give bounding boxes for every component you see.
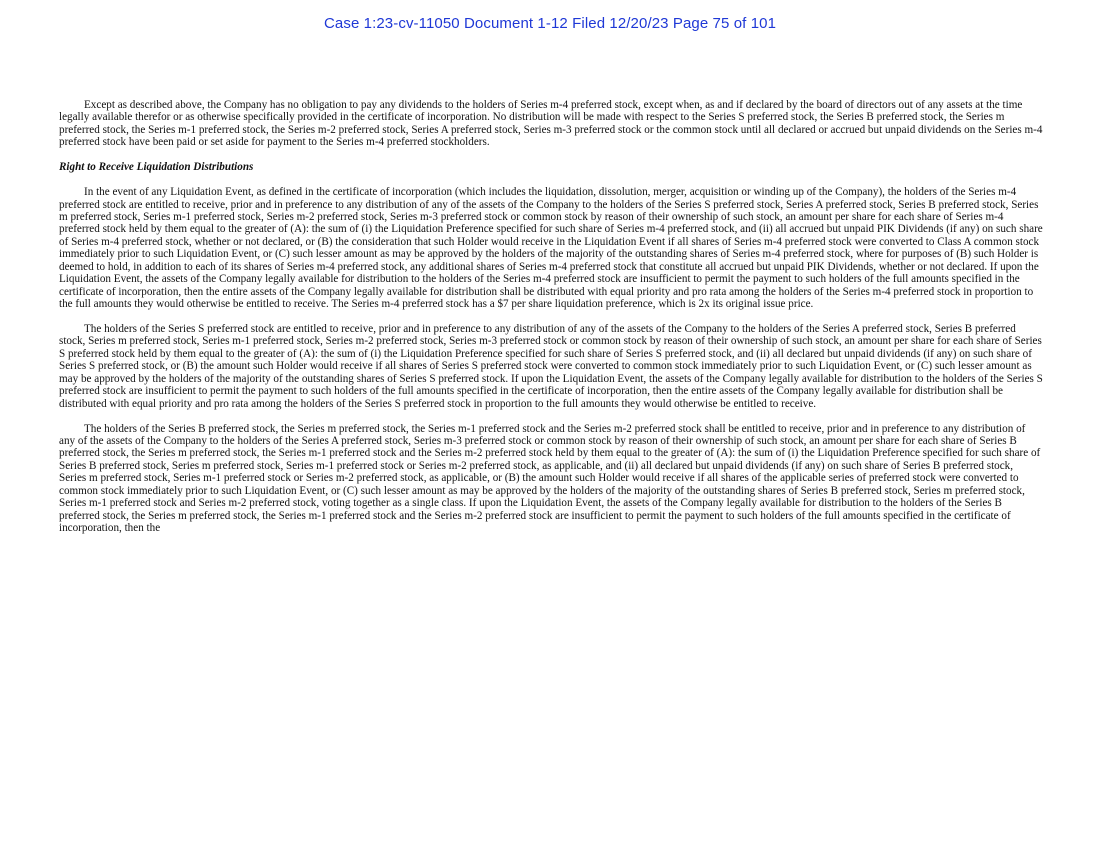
paragraph-series-s-liquidation: The holders of the Series S preferred stock are entitled to receive, prior and in preference to any distribution of any of the assets of the Company to the holders of the Series A preferred stock, Series B preferred stock, Series m preferred stock, Series m-1 preferred stock, Series m-2 preferred stock, Series m-3 preferred stock or common stock by reason of their ownership of such stock, an amount per share for each share of Series S preferred stock held by them equal to the greater of (A): the sum of (i) the Liquidation Preference specified for such share of Series S preferred stock, and (ii) all declared but unpaid dividends (if any) on such share of Series S preferred stock, or (B) the amount such Holder would receive if all shares of Series S preferred stock were converted to common stock immediately prior to such Liquidation Event, or (C) such lesser amount as may be approved by the holders of the majority of the outstanding shares of Series S preferred stock. If upon the Liquidation Event, the assets of the Company legally available for distribution to the holders of the Series S preferred stock are insufficient to permit the payment to such holders of the full amounts specified in the certificate of incorporation, then the entire assets of the Company legally available for distribution shall be distributed with equal priority and pro rata among the holders of the Series S preferred stock in proportion to the full amounts they would otherwise be entitled to receive. (59, 322, 1043, 410)
paragraph-series-b-m-liquidation: The holders of the Series B preferred stock, the Series m preferred stock, the Series m-1 preferred stock and the Series m-2 preferred stock shall be entitled to receive, prior and in preference to any distribution of any of the assets of the Company to the holders of the Series A preferred stock, Series m-3 preferred stock or common stock by reason of their ownership of such stock, an amount per share for each share of Series B preferred stock, the Series m preferred stock, the Series m-1 preferred stock and the Series m-2 preferred stock held by them equal to the greater of (A): the sum of (i) the Liquidation Preference specified for such share of Series B preferred stock, Series m preferred stock, Series m-1 preferred stock or Series m-2 preferred stock, as applicable, and (ii) all declared but unpaid dividends (if any) on such share of Series B preferred stock, Series m preferred stock, Series m-1 preferred stock or Series m-2 preferred stock, as applicable, or (B) the amount such Holder would receive if all shares of the applicable series of preferred stock were converted to common stock immediately prior to such Liquidation Event, or (C) such lesser amount as may be approved by the holders of the majority of the outstanding shares of Series B preferred stock, Series m preferred stock, Series m-1 preferred stock and Series m-2 preferred stock, voting together as a single class. If upon the Liquidation Event, the assets of the Company legally available for distribution to the holders of the Series B preferred stock, the Series m preferred stock, the Series m-1 preferred stock and the Series m-2 preferred stock are insufficient to permit the payment to such holders of the full amounts specified in the certificate of incorporation, then the (59, 422, 1041, 535)
paragraph-dividends: Except as described above, the Company has no obligation to pay any dividends to the holders of Series m-4 preferred stock, except when, as and if declared by the board of directors out of any assets at the time legally available therefor or as otherwise specifically provided in the certificate of incorporation. No distribution will be made with respect to the Series S preferred stock, the Series B preferred stock, the Series m preferred stock, the Series m-1 preferred stock, the Series m-2 preferred stock, Series A preferred stock, Series m-3 preferred stock or the common stock until all declared or accrued but unpaid dividends on the Series m-4 preferred stock have been paid or set aside for payment to the Series m-4 preferred stockholders. (59, 99, 1043, 149)
document-body (59, 99, 1043, 547)
paragraph-series-m4-liquidation: In the event of any Liquidation Event, as defined in the certificate of incorporation (which includes the liquidation, dissolution, merger, acquisition or winding up of the Company), the holders of the Series m-4 preferred stock are entitled to receive, prior and in preference to any distribution of any of the assets of the Company to the holders of the Series S preferred stock, Series A preferred stock, Series B preferred stock, Series m preferred stock, Series m-1 preferred stock, Series m-2 preferred stock, Series m-3 preferred stock or common stock by reason of their ownership of such stock, an amount per share for each share of Series m-4 preferred stock held by them equal to the greater of (A): the sum of (i) the Liquidation Preference specified for such share of Series m-4 preferred stock, and (ii) all accrued but unpaid PIK Dividends (if any) on such share of Series m-4 preferred stock, whether or not declared, or (B) the consideration that such Holder would receive in the Liquidation Event if all shares of Series m-4 preferred stock were converted to Class A common stock immediately prior to such Liquidation Event, or (C) such lesser amount as may be approved by the holders of the majority of the outstanding shares of Series m-4 preferred stock, where for purposes of (B) such Holder is deemed to hold, in addition to each of its shares of Series m-4 preferred stock, any additional shares of Series m-4 preferred stock that constitute all accrued but unpaid PIK Dividends, whether or not declared. If upon the Liquidation Event, the assets of the Company legally available for distribution to the holders of the Series m-4 preferred stock are insufficient to permit the payment to such holders of the full amounts specified in the certificate of incorporation, then the entire assets of the Company legally available for distribution shall be distributed with equal priority and pro rata among the holders of the Series m-4 preferred stock in proportion to the full amounts they would otherwise be entitled to receive. The Series m-4 preferred stock has a $7 per share liquidation preference, which is 2x its original issue price. (59, 186, 1043, 311)
case-header: Case 1:23-cv-11050 Document 1-12 Filed 12/20/23 Page 75 of 101 (323, 15, 777, 32)
section-heading-liquidation: Right to Receive Liquidation Distributions (59, 161, 254, 174)
